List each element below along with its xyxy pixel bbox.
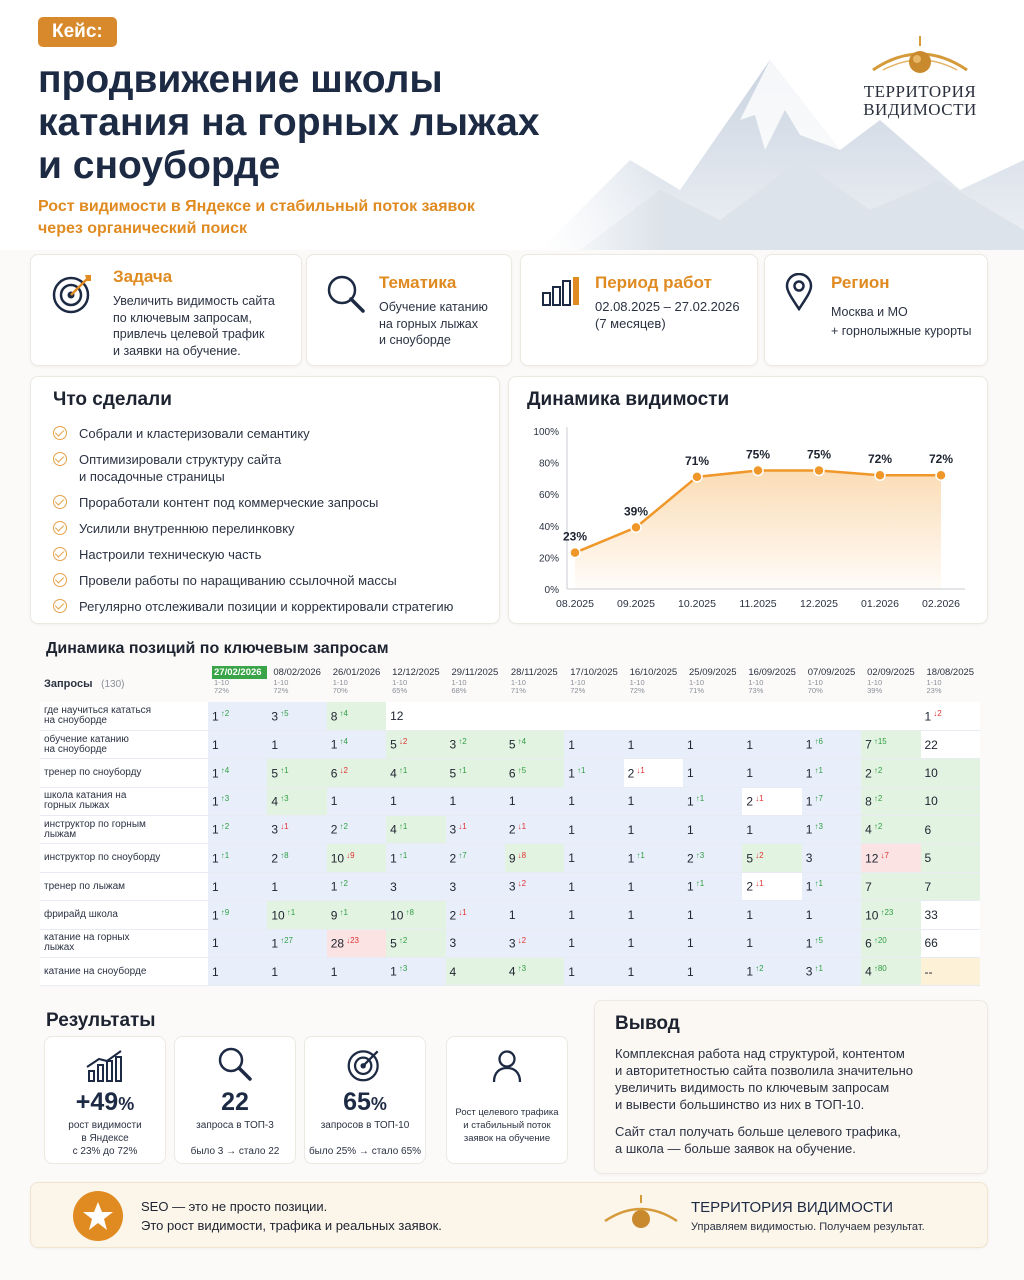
position-cell: 3 $^{↓2}$ <box>505 872 564 900</box>
position-cell: 1 $^{↑27}$ <box>267 929 326 957</box>
result-subtext: было 25% → стало 65% <box>308 1146 422 1157</box>
position-cell: 4 $^{↑3}$ <box>267 787 326 815</box>
position-cell: 1 <box>624 872 683 900</box>
position-cell: 1 $^{↑5}$ <box>802 929 861 957</box>
result-card-visibility <box>44 1036 166 1164</box>
table-row <box>40 759 980 787</box>
position-cell: 1 $^{↑6}$ <box>802 730 861 758</box>
position-cell: 1 <box>327 958 386 986</box>
position-cell: 2 $^{↑8}$ <box>267 844 326 872</box>
position-cell: 1 $^{↑2}$ <box>208 702 267 730</box>
position-cell: 1 $^{↑3}$ <box>208 787 267 815</box>
info-topic-text: Обучение катанию на горных лыжах и сноуборде <box>379 300 488 347</box>
position-cell: 22 <box>921 730 981 758</box>
position-cell: 7 <box>921 872 981 900</box>
position-cell: 1 $^{↑1}$ <box>683 787 742 815</box>
position-cell: 1 <box>267 730 326 758</box>
position-cell: 1 $^{↑1}$ <box>683 872 742 900</box>
data-label: 39% <box>623 504 649 519</box>
result-value: 65% <box>343 1088 387 1116</box>
position-cell: 1 <box>564 901 623 929</box>
info-card-period <box>520 254 758 366</box>
position-cell: 6 <box>921 816 981 844</box>
position-cell: 4 $^{↑3}$ <box>505 958 564 986</box>
data-point <box>631 522 641 532</box>
footer-slogan: SEO — это не просто позиции. Это рост видимости, трафика и реальных заявок. <box>141 1199 442 1233</box>
position-cell: 1 <box>742 730 801 758</box>
position-cell: 1 <box>624 816 683 844</box>
position-cell: 10 $^{↓9}$ <box>327 844 386 872</box>
done-list <box>53 425 499 615</box>
position-cell: 8 $^{↑2}$ <box>861 787 920 815</box>
position-cell: 7 <box>861 872 920 900</box>
data-point <box>753 466 763 476</box>
position-cell: 3 $^{↑2}$ <box>446 730 505 758</box>
date-column-header[interactable]: 28/11/2025 1-10 71% <box>510 667 558 695</box>
query-cell: обучение катанию на сноуборде <box>40 730 208 758</box>
y-tick-label: 20% <box>538 553 559 565</box>
query-column-header: Запросы (130) <box>44 678 125 690</box>
query-cell: тренер по сноуборду <box>40 759 208 787</box>
done-item: Собрали и кластеризовали семантику <box>53 425 499 442</box>
x-tick-label: 12.2025 <box>800 598 838 610</box>
star-icon <box>73 1191 123 1241</box>
info-period-title: Период работ <box>595 273 712 292</box>
done-item: Настроили техническую часть <box>53 546 499 563</box>
x-tick-label: 01.2026 <box>861 598 899 610</box>
position-cell: 1 <box>208 872 267 900</box>
position-cell: 2 $^{↓1}$ <box>446 901 505 929</box>
table-row <box>40 844 980 872</box>
query-cell: инструктор по горным лыжам <box>40 816 208 844</box>
position-cell: 3 $^{↓1}$ <box>446 816 505 844</box>
conclusion-paragraph: Комплексная работа над структурой, контентом и авторитетностью сайта позволила значительно увеличить видимость по ключевым запросам и вывести большинство из них в ТОП-10. <box>615 1046 914 1112</box>
position-cell <box>742 702 801 730</box>
info-region-title: Регион <box>831 273 890 292</box>
position-cell: 3 $^{↑5}$ <box>267 702 326 730</box>
position-cell <box>861 702 920 730</box>
position-cell: 1 <box>802 901 861 929</box>
position-cell: 1 $^{↑9}$ <box>208 901 267 929</box>
position-cell: 1 <box>327 787 386 815</box>
y-tick-label: 60% <box>538 490 559 502</box>
date-column-header[interactable]: 02/09/2025 1-10 39% <box>867 667 915 695</box>
query-cell: катание на сноуборде <box>40 958 208 986</box>
position-cell: 1 <box>386 787 445 815</box>
date-column-header[interactable]: 12/12/2025 1-10 65% <box>392 667 440 695</box>
position-cell: 1 <box>564 816 623 844</box>
query-cell: тренер по лыжам <box>40 872 208 900</box>
position-cell: 1 <box>624 929 683 957</box>
y-tick-label: 100% <box>533 427 559 438</box>
position-cell: 5 $^{↑2}$ <box>386 929 445 957</box>
date-column-header[interactable]: 25/09/2025 1-10 71% <box>689 667 737 695</box>
position-cell: 10 <box>921 759 981 787</box>
table-row <box>40 816 980 844</box>
y-tick-label: 80% <box>538 458 559 470</box>
date-column-header[interactable]: 26/01/2026 1-10 70% <box>332 667 381 695</box>
position-cell: 1 <box>624 901 683 929</box>
position-cell: 10 $^{↑1}$ <box>267 901 326 929</box>
visibility-chart <box>509 377 989 625</box>
hero-section <box>0 0 1024 250</box>
position-cell: 4 <box>446 958 505 986</box>
position-cell: 2 $^{↓1}$ <box>505 816 564 844</box>
position-cell: 9 $^{↓8}$ <box>505 844 564 872</box>
x-tick-label: 02.2026 <box>922 598 960 610</box>
position-cell: 7 $^{↑15}$ <box>861 730 920 758</box>
position-cell: 1 <box>564 872 623 900</box>
check-icon <box>53 426 67 440</box>
done-card <box>30 376 500 624</box>
check-icon <box>53 547 67 561</box>
conclusion-title: Вывод <box>615 1013 680 1034</box>
footer-brand: ТЕРРИТОРИЯ ВИДИМОСТИ <box>691 1199 894 1216</box>
position-cell: 1 <box>564 730 623 758</box>
position-cell <box>624 702 683 730</box>
query-cell: инструктор по сноуборду <box>40 844 208 872</box>
position-cell: 1 <box>683 929 742 957</box>
data-label: 71% <box>684 453 710 468</box>
position-cell: 2 $^{↓1}$ <box>742 787 801 815</box>
query-cell: где научиться кататься на сноуборде <box>40 702 208 730</box>
position-cell: 3 <box>446 872 505 900</box>
position-cell: 10 <box>921 787 981 815</box>
location-pin-icon <box>785 273 813 311</box>
data-point <box>692 472 702 482</box>
position-cell: 1 <box>683 958 742 986</box>
info-task-text: Увеличить видимость сайта по ключевым запросам, привлечь целевой трафик и заявки на обучение. <box>113 294 275 358</box>
position-cell: 10 $^{↑8}$ <box>386 901 445 929</box>
search-icon <box>325 273 367 315</box>
position-cell: 3 <box>446 929 505 957</box>
data-point <box>875 470 885 480</box>
position-cell: 28 $^{↓23}$ <box>327 929 386 957</box>
position-cell: 1 <box>564 787 623 815</box>
position-cell: 1 $^{↑1}$ <box>208 844 267 872</box>
position-cell: 6 $^{↑5}$ <box>505 759 564 787</box>
info-region-text: Москва и МО + горнолыжные курорты <box>831 305 972 338</box>
conclusion-card <box>594 1000 988 1174</box>
position-cell: 1 $^{↑2}$ <box>742 958 801 986</box>
position-cell: 2 $^{↑2}$ <box>327 816 386 844</box>
position-cell: 2 $^{↓1}$ <box>624 759 683 787</box>
position-cell <box>683 702 742 730</box>
result-card-top10 <box>304 1036 426 1164</box>
position-cell: 1 <box>208 929 267 957</box>
position-cell: 5 $^{↓2}$ <box>386 730 445 758</box>
user-icon <box>491 1049 523 1083</box>
result-card-traffic <box>446 1036 568 1164</box>
done-item: Проработали контент под коммерческие запросы <box>53 494 499 511</box>
position-cell: 4 $^{↑1}$ <box>386 816 445 844</box>
info-card-region <box>764 254 988 366</box>
table-row <box>40 702 980 730</box>
data-label: 75% <box>806 447 832 462</box>
date-column-header[interactable]: 29/11/2025 1-10 68% <box>451 667 499 695</box>
case-badge: Кейс: <box>38 17 117 47</box>
position-cell: 2 $^{↑2}$ <box>861 759 920 787</box>
table-row <box>40 901 980 929</box>
position-cell <box>564 702 623 730</box>
table-row <box>40 929 980 957</box>
position-cell: 3 $^{↓1}$ <box>267 816 326 844</box>
position-cell: 4 $^{↑2}$ <box>861 816 920 844</box>
data-point <box>814 466 824 476</box>
result-card-top3 <box>174 1036 296 1164</box>
position-cell: 1 <box>564 929 623 957</box>
position-cell: 1 <box>208 730 267 758</box>
position-cell <box>802 702 861 730</box>
sunrise-logo-icon <box>865 30 975 78</box>
brand-logo: ТЕРРИТОРИЯ ВИДИМОСТИ <box>850 30 990 119</box>
position-cell: 2 $^{↓1}$ <box>742 872 801 900</box>
date-column-header[interactable]: 17/10/2025 1-10 72% <box>570 667 618 695</box>
target-icon <box>51 271 95 315</box>
results-title: Результаты <box>46 1010 156 1031</box>
footer-banner <box>30 1182 988 1248</box>
position-cell: 4 $^{↑1}$ <box>386 759 445 787</box>
bar-chart-icon <box>541 275 581 307</box>
position-cell: 3 $^{↑1}$ <box>802 958 861 986</box>
done-item: Регулярно отслеживали позиции и корректировали стратегию <box>53 598 499 615</box>
page-title: продвижение школы катания на горных лыжах и сноуборде <box>38 58 540 187</box>
position-cell: 5 $^{↑1}$ <box>446 759 505 787</box>
check-icon <box>53 452 67 466</box>
footer-tagline: Управляем видимостью. Получаем результат. <box>691 1221 925 1233</box>
position-cell <box>505 702 564 730</box>
visibility-card <box>508 376 988 624</box>
page-subtitle: Рост видимости в Яндексе и стабильный поток заявок через органический поиск <box>38 198 475 237</box>
position-cell: 4 $^{↑80}$ <box>861 958 920 986</box>
result-caption: запроса в ТОП-3 <box>196 1120 274 1131</box>
date-column-header[interactable]: 16/10/2025 1-10 72% <box>629 667 678 695</box>
result-value: 22 <box>221 1088 249 1116</box>
data-label: 23% <box>562 529 588 544</box>
result-subtext: было 3 → стало 22 <box>190 1146 280 1157</box>
position-cell: 1 <box>683 901 742 929</box>
position-cell: 12 $^{↓7}$ <box>861 844 920 872</box>
position-cell: 1 <box>742 759 801 787</box>
position-cell: 3 <box>802 844 861 872</box>
x-tick-label: 11.2025 <box>739 598 777 610</box>
position-cell: 2 $^{↑3}$ <box>683 844 742 872</box>
date-column-header[interactable]: 16/09/2025 1-10 73% <box>748 667 796 695</box>
result-caption: запросов в ТОП-10 <box>320 1120 410 1131</box>
info-topic-title: Тематика <box>379 273 457 292</box>
search-icon <box>216 1045 254 1083</box>
data-label: 72% <box>867 452 893 467</box>
check-icon <box>53 521 67 535</box>
result-caption: Рост целевого трафика и стабильный поток заявок на обучение <box>455 1107 559 1144</box>
position-cell: 1 $^{↑2}$ <box>327 872 386 900</box>
position-cell: 1 $^{↑3}$ <box>386 958 445 986</box>
table-row <box>40 872 980 900</box>
check-icon <box>53 573 67 587</box>
position-cell: 2 $^{↑7}$ <box>446 844 505 872</box>
query-cell: фрирайд школа <box>40 901 208 929</box>
position-cell: 1 $^{↑1}$ <box>624 844 683 872</box>
position-cell: 1 <box>624 958 683 986</box>
data-point <box>936 470 946 480</box>
x-tick-label: 08.2025 <box>556 598 594 610</box>
positions-title: Динамика позиций по ключевым запросам <box>46 640 389 657</box>
position-cell: 6 $^{↑20}$ <box>861 929 920 957</box>
position-cell: 1 <box>683 730 742 758</box>
check-icon <box>53 599 67 613</box>
position-cell: 1 $^{↓2}$ <box>921 702 981 730</box>
position-cell: -- <box>921 958 981 986</box>
position-cell: 1 <box>742 929 801 957</box>
position-cell: 1 <box>683 816 742 844</box>
info-period-text: 02.08.2025 – 27.02.2026 (7 месяцев) <box>595 299 740 331</box>
position-cell: 1 <box>446 787 505 815</box>
target-icon <box>345 1045 385 1083</box>
check-icon <box>53 495 67 509</box>
position-cell: 1 <box>624 730 683 758</box>
date-column-header[interactable]: 18/08/2025 1-10 23% <box>926 667 975 695</box>
position-cell: 33 <box>921 901 981 929</box>
position-cell: 1 <box>564 958 623 986</box>
result-value: +49% <box>75 1088 135 1116</box>
position-cell: 5 $^{↓2}$ <box>742 844 801 872</box>
done-item: Оптимизировали структуру сайта и посадочные страницы <box>53 451 499 485</box>
position-cell: 10 $^{↑23}$ <box>861 901 920 929</box>
table-row <box>40 787 980 815</box>
position-cell: 1 $^{↑4}$ <box>327 730 386 758</box>
done-title: Что сделали <box>53 389 172 410</box>
position-cell: 1 <box>742 816 801 844</box>
position-cell: 5 <box>921 844 981 872</box>
position-cell: 6 $^{↓2}$ <box>327 759 386 787</box>
position-cell: 1 <box>564 844 623 872</box>
date-column-header[interactable]: 27/02/2026 1-10 72% <box>208 666 267 702</box>
done-item: Провели работы по наращиванию ссылочной массы <box>53 572 499 589</box>
position-cell: 5 $^{↑1}$ <box>267 759 326 787</box>
position-cell: 1 $^{↑2}$ <box>208 816 267 844</box>
result-caption: рост видимости в Яндексе с 23% до 72% <box>68 1120 142 1157</box>
data-label: 72% <box>928 452 954 467</box>
position-cell: 1 <box>624 787 683 815</box>
position-cell: 3 $^{↓2}$ <box>505 929 564 957</box>
position-cell: 1 <box>267 872 326 900</box>
date-column-header[interactable]: 08/02/2026 1-10 72% <box>273 667 321 695</box>
info-card-task <box>30 254 302 366</box>
position-cell: 1 $^{↑1}$ <box>802 759 861 787</box>
position-cell: 1 <box>683 759 742 787</box>
x-tick-label: 09.2025 <box>617 598 655 610</box>
table-row <box>40 958 980 986</box>
x-tick-label: 10.2025 <box>678 598 716 610</box>
star-badge <box>73 1191 123 1241</box>
position-cell: 1 <box>267 958 326 986</box>
table-row <box>40 730 980 758</box>
position-cell: 1 $^{↑1}$ <box>564 759 623 787</box>
sunrise-logo-icon <box>601 1191 681 1235</box>
position-cell: 1 <box>208 958 267 986</box>
position-cell <box>446 702 505 730</box>
y-tick-label: 0% <box>544 585 559 596</box>
data-label: 75% <box>745 447 771 462</box>
positions-table <box>40 666 980 986</box>
growth-chart-icon <box>85 1049 125 1083</box>
info-task-title: Задача <box>113 267 173 286</box>
position-cell: 1 <box>505 901 564 929</box>
position-cell: 12 <box>386 702 445 730</box>
position-cell: 9 $^{↑1}$ <box>327 901 386 929</box>
chart-title: Динамика видимости <box>527 389 730 410</box>
position-cell: 3 <box>386 872 445 900</box>
conclusion-paragraph: Сайт стал получать больше целевого трафика, а школа — больше заявок на обучение. <box>615 1124 901 1156</box>
data-point <box>570 548 580 558</box>
position-cell: 1 $^{↑7}$ <box>802 787 861 815</box>
y-tick-label: 40% <box>538 521 559 533</box>
position-cell: 8 $^{↑4}$ <box>327 702 386 730</box>
position-cell: 1 <box>742 901 801 929</box>
date-column-header[interactable]: 07/09/2025 1-10 70% <box>807 667 856 695</box>
position-cell: 1 $^{↑1}$ <box>386 844 445 872</box>
position-cell: 1 <box>505 787 564 815</box>
done-item: Усилили внутреннюю перелинковку <box>53 520 499 537</box>
info-card-topic <box>306 254 512 366</box>
position-cell: 1 $^{↑1}$ <box>802 872 861 900</box>
position-cell: 1 $^{↑3}$ <box>802 816 861 844</box>
query-cell: катание на горных лыжах <box>40 929 208 957</box>
position-cell: 5 $^{↑4}$ <box>505 730 564 758</box>
query-cell: школа катания на горных лыжах <box>40 787 208 815</box>
position-cell: 1 $^{↑4}$ <box>208 759 267 787</box>
position-cell: 66 <box>921 929 981 957</box>
